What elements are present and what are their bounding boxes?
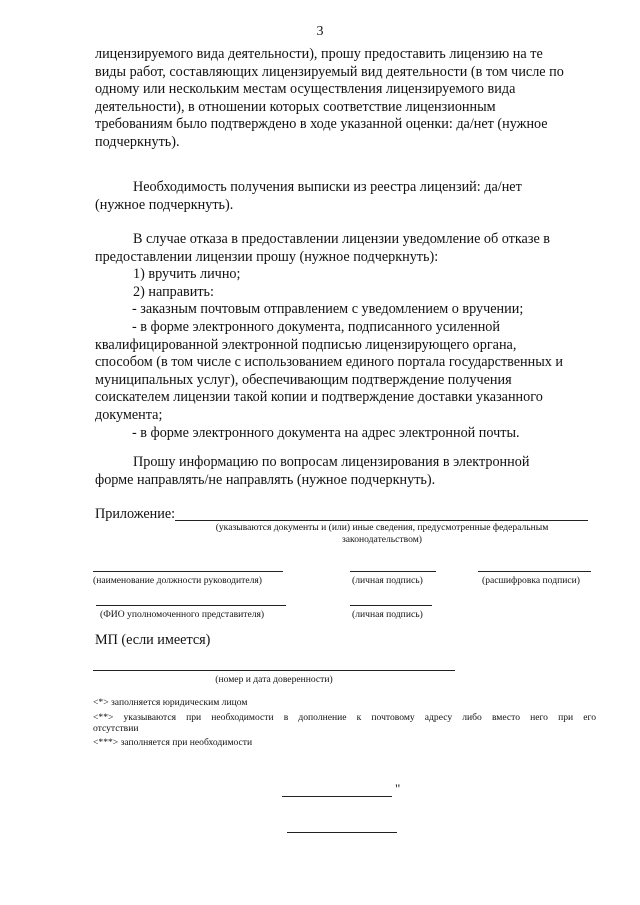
paragraph-electronic-info: Прошу информацию по вопросам лицензирования в электронной форме направлять/не направлять (нужное подчеркнуть).: [95, 454, 530, 488]
attachment-caption-2: законодательством): [342, 534, 422, 545]
page-number: 3: [316, 24, 324, 39]
footnote-2: <**> указываются при необходимости в дополнение к почтовому адресу либо вместо него при его: [93, 712, 596, 723]
stamp-label: МП (если имеется): [95, 632, 211, 648]
signature-caption: (личная подпись): [352, 575, 423, 586]
attachment-label: Приложение:: [95, 506, 176, 522]
bottom-line-1: [282, 796, 392, 797]
option-deliver-personally: 1) вручить лично;: [133, 266, 241, 283]
decoding-line: [478, 571, 591, 572]
decoding-caption: (расшифровка подписи): [482, 575, 580, 586]
signature-line: [350, 571, 436, 572]
footnote-1: <*> заполняется юридическим лицом: [93, 697, 248, 708]
representative-caption: (ФИО уполномоченного представителя): [100, 609, 265, 620]
attachment-line: [175, 520, 588, 521]
paragraph-registry-extract: Необходимость получения выписки из реестра лицензий: да/нет (нужное подчеркнуть).: [95, 179, 522, 213]
power-of-attorney-caption: (номер и дата доверенности): [215, 674, 333, 685]
representative-signature-caption: (личная подпись): [352, 609, 423, 620]
footnote-2-cont: отсутствии: [93, 723, 139, 734]
representative-line: [96, 605, 286, 606]
attachment-caption-1: (указываются документы и (или) иные сведения, предусмотренные федеральным: [215, 522, 549, 533]
bottom-line-2: [287, 832, 397, 833]
option-registered-mail: - заказным почтовым отправлением с уведомлением о вручении;: [132, 301, 524, 318]
position-caption: (наименование должности руководителя): [93, 575, 262, 586]
paragraph-refusal-notice: В случае отказа в предоставлении лицензии уведомление об отказе в предоставлении лицензии прошу (нужное подчеркнуть): 1) вручить лично; 2) направить: - заказным почтовым отправлением с уведомлением о вручении; - в форме электронного документа, подписанного усиленной квалифицированной электронной подписью лицензирующего органа, способом (в том числе с использованием единого портала государственных и муниципальных услуг), обеспечивающим подтверждение получения соискателем лицензии такой копии и подтверждение доставки указанного документа; - в форме электронного документа на адрес электронной почты.: [95, 231, 598, 442]
position-line: [93, 571, 283, 572]
paragraph-license-works: лицензируемого вида деятельности), прошу предоставить лицензию на те виды работ, составляющих лицензируемый вид деятельности (в том числе по одному или нескольким местам осуществления лицензируемого вида деятельности), в отношении которых соответствие лицензионным требованиям было подтверждено в ходе указанной оценки: да/нет (нужное подчеркнуть).: [95, 46, 564, 150]
option-electronic-signed: - в форме электронного документа, подписанного усиленной: [132, 318, 500, 335]
option-send: 2) направить:: [133, 283, 214, 300]
footnote-3: <***> заполняется при необходимости: [93, 737, 253, 748]
option-email: - в форме электронного документа на адрес электронной почты.: [132, 424, 520, 441]
quote-mark: ": [395, 781, 401, 796]
power-of-attorney-line: [93, 670, 455, 671]
representative-signature-line: [350, 605, 432, 606]
